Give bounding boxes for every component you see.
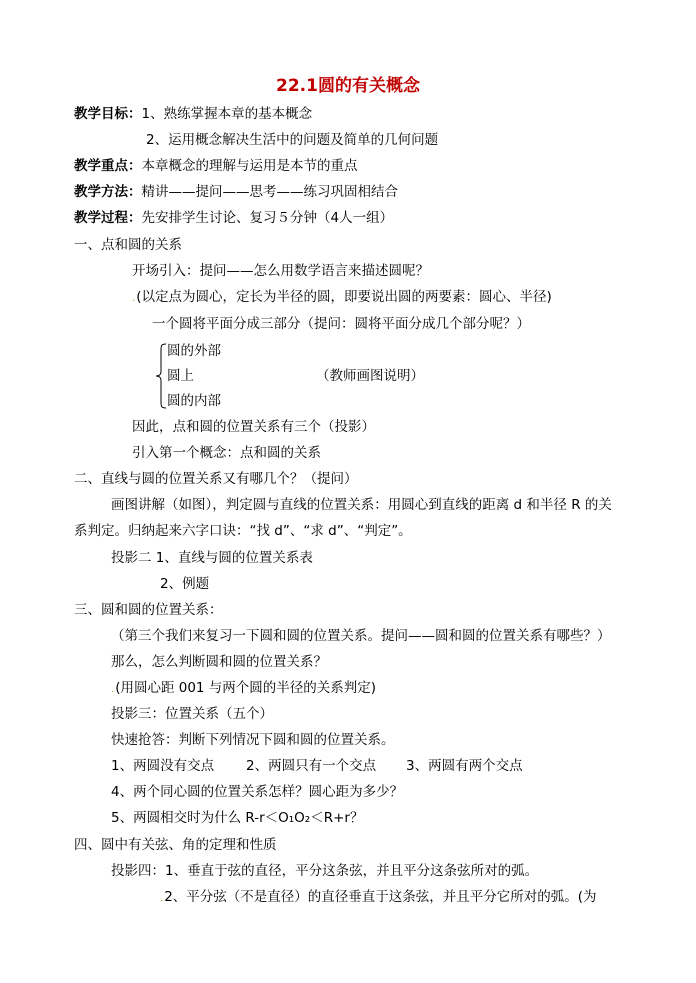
section1-heading: 一、点和圆的关系 (74, 237, 182, 253)
process-text: 先安排学生讨论、复习５分钟（4人一组） (141, 210, 394, 226)
section3-q1: 1、两圆没有交点 (111, 758, 215, 774)
process-label: 教学过程： (74, 210, 142, 226)
section4-heading: 四、圆中有关弦、角的定理和性质 (74, 837, 277, 853)
dot-mark: . (111, 684, 115, 695)
brace-icon (155, 343, 167, 409)
section2-heading: 二、直线与圆的位置关系又有哪几个？（提问） (74, 471, 358, 487)
section1-conclusion: 因此，点和圆的位置关系有三个（投影） (132, 419, 375, 435)
section1-intro: 开场引入：提问——怎么用数学语言来描述圆呢？ (132, 263, 429, 279)
section4-item2: 2、平分弦（不是直径）的直径垂直于这条弦，并且平分它所对的弧。(为 (164, 889, 597, 905)
methods-row (74, 182, 398, 202)
projection-2-label: 投影二 (111, 550, 152, 566)
section1-divide: 一个圆将平面分成三部分（提问：圆将平面分成几个部分呢？） (152, 316, 530, 332)
section3-q2: 2、两圆只有一个交点 (246, 758, 377, 774)
section3-para1: （第三个我们来复习一下圆和圆的位置关系。提问——圆和圆的位置关系有哪些？） (111, 628, 611, 644)
dot-mark: . (160, 893, 164, 904)
section3-q4: 4、两个同心圆的位置关系怎样？圆心距为多少？ (111, 784, 404, 800)
section1-definition-row (132, 287, 552, 309)
key-points-label: 教学重点： (74, 158, 142, 174)
section3-quick: 快速抢答：判断下列情况下圆和圆的位置关系。 (111, 732, 395, 748)
teacher-note: （教师画图说明） (316, 368, 424, 384)
page-title: 22.1圆的有关概念 (276, 76, 420, 96)
section4-item2-row (160, 887, 597, 909)
section2-para1: 画图讲解（如图），判定圆与直线的位置关系：用圆心到直线的距离 d 和半径 R 的关 (111, 497, 612, 513)
section1-concept: 引入第一个概念：点和圆的关系 (132, 445, 321, 461)
section3-para3-row (111, 678, 376, 700)
objective-2: 2、运用概念解决生活中的问题及简单的几何问题 (146, 132, 439, 148)
section3-heading: 三、圆和圆的位置关系： (74, 602, 223, 618)
section2-para2: 系判定。归纳起来六字口诀：“找 d”、“求 d”、“判定”。 (74, 523, 412, 539)
section3-q3: 3、两圆有两个交点 (406, 758, 523, 774)
projection-2-item1: 1、直线与圆的位置关系表 (155, 550, 313, 566)
projection-2-item2: 2、例题 (160, 576, 210, 592)
methods-label: 教学方法： (74, 184, 142, 200)
section3-para2: 那么，怎么判断圆和圆的位置关系？ (111, 654, 327, 670)
circle-outside: 圆的外部 (167, 343, 221, 359)
methods-text: 精讲——提问——思考——练习巩固相结合 (141, 184, 398, 200)
objective-1: 1、熟练掌握本章的基本概念 (141, 106, 313, 122)
objectives-row (74, 104, 312, 124)
dot-mark: . (132, 293, 136, 304)
section4-projection: 投影四：1、垂直于弦的直径，平分这条弦，并且平分这条弦所对的弧。 (111, 863, 539, 879)
section3-q5: 5、两圆相交时为什么 R-r＜O₁O₂＜R+r？ (111, 810, 364, 826)
section3-projection: 投影三：位置关系（五个） (111, 706, 273, 722)
key-points-text: 本章概念的理解与运用是本节的重点 (141, 158, 358, 174)
objectives-label: 教学目标： (74, 106, 142, 122)
section1-definition: (以定点为圆心，定长为半径的圆，即要说出圆的两要素：圆心、半径) (136, 289, 552, 305)
circle-on: 圆上 (167, 368, 194, 384)
key-points-row (74, 156, 358, 176)
section3-para3: (用圆心距 001 与两个圆的半径的关系判定) (115, 680, 377, 696)
section2-projection-row (111, 548, 313, 568)
process-row (74, 208, 393, 228)
circle-inside: 圆的内部 (167, 393, 221, 409)
